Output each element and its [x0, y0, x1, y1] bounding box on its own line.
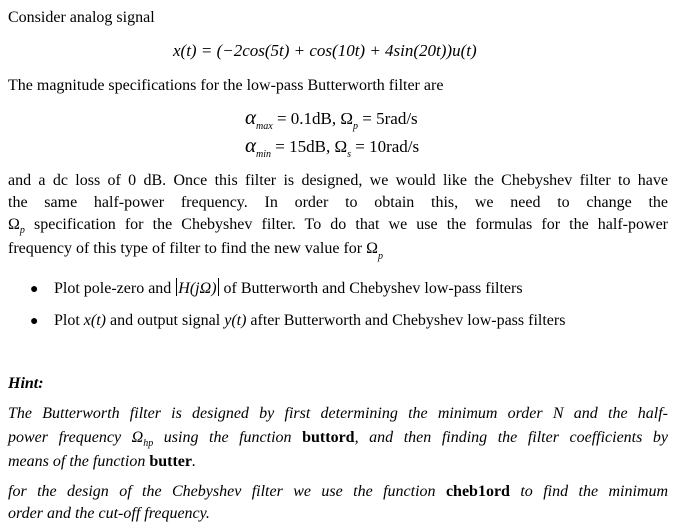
- omega-s-value: = 10rad/s: [351, 137, 420, 156]
- bullet-1-math: H(jΩ): [178, 280, 217, 297]
- omega-p-inline-2-subscript: p: [378, 251, 383, 262]
- omega-hp-subscript: hp: [143, 438, 154, 449]
- alpha-min-symbol: α: [245, 133, 257, 157]
- cheb1ord-function: cheb1ord: [445, 483, 510, 500]
- hint-line-4-b: to find the minimum: [509, 483, 669, 500]
- hint-line-2-a: power frequency: [8, 429, 132, 446]
- signal-equation-rhs: (−2cos(5t) + cos(10t) + 4sin(20t))u(t): [216, 41, 477, 60]
- intro-text: Consider analog signal: [8, 9, 155, 26]
- omega-p-subscript: p: [353, 121, 359, 132]
- alpha-max-value: = 0.1dB,: [272, 109, 341, 128]
- omega-p-inline: Ω: [8, 216, 20, 233]
- spec-stopband: [245, 134, 419, 161]
- paragraph-line-2: the same half-power frequency. In order to obtain this, we need to change the: [8, 194, 668, 211]
- bullet-item-2: [30, 310, 565, 333]
- hint-line-3-a: means of the function: [8, 453, 150, 470]
- hint-line-3: [8, 450, 668, 474]
- bullet-dot-icon: ●: [30, 314, 39, 329]
- hint-line-3-b: .: [191, 453, 196, 470]
- alpha-max-subscript: max: [256, 121, 273, 132]
- buttord-function: buttord: [302, 429, 355, 446]
- signal-equation-lhs: x(t) =: [173, 41, 217, 60]
- hint-title: Hint:: [8, 375, 44, 392]
- hint-line-2-b: using the function: [153, 429, 303, 446]
- bullet-2-x: x(t): [83, 312, 106, 329]
- butter-function: butter: [149, 453, 192, 470]
- hint-line-5: order and the cut-off frequency.: [8, 505, 210, 522]
- hint-line-2-c: , and then finding the filter coefficients by: [354, 429, 669, 446]
- alpha-max-symbol: α: [245, 105, 257, 129]
- bullet-2-pre: Plot: [54, 312, 84, 329]
- hint-line-4-a: for the design of the Chebyshev filter we use the function: [8, 483, 446, 500]
- omega-p-inline-2: Ω: [366, 240, 378, 257]
- hint-line-2: [8, 426, 668, 452]
- abs-bar-right-icon: [218, 278, 219, 296]
- spec-passband: [245, 106, 418, 133]
- bullet-1-post: of Butterworth and Chebyshev low-pass filters: [219, 280, 523, 297]
- hint-line-4: [8, 480, 668, 504]
- omega-s-symbol: Ω: [334, 137, 348, 156]
- paragraph-line-4: [8, 238, 668, 262]
- spec-intro-text: The magnitude specifications for the low-pass Butterworth filter are: [8, 77, 444, 94]
- omega-s-subscript: s: [347, 149, 352, 160]
- omega-p-value: = 5rad/s: [358, 109, 418, 128]
- hint-line-1: The Butterworth filter is designed by first determining the minimum order N and the half-: [8, 405, 668, 422]
- paragraph-line-4-text: frequency of this type of filter to find the new value for: [8, 240, 367, 257]
- omega-p-inline-subscript: p: [19, 225, 25, 236]
- alpha-min-value: = 15dB,: [271, 137, 335, 156]
- alpha-min-subscript: min: [256, 149, 272, 160]
- bullet-item-1: [30, 278, 523, 301]
- bullet-1-pre: Plot pole-zero and: [54, 280, 176, 297]
- bullet-2-post: after Butterworth and Chebyshev low-pass filters: [246, 312, 566, 329]
- signal-equation: [173, 40, 477, 62]
- omega-p-symbol: Ω: [340, 109, 354, 128]
- paragraph-line-3-text: specification for the Chebyshev filter. To do that we use the formulas for the half-power: [24, 216, 668, 233]
- paragraph-line-1: and a dc loss of 0 dB. Once this filter is designed, we would like the Chebyshev filter to have: [8, 172, 668, 189]
- bullet-dot-icon: ●: [30, 282, 39, 297]
- omega-hp-symbol: Ω: [131, 429, 144, 446]
- bullet-2-y: y(t): [224, 312, 247, 329]
- bullet-2-mid: and output signal: [106, 312, 225, 329]
- paragraph-line-3: [8, 214, 668, 238]
